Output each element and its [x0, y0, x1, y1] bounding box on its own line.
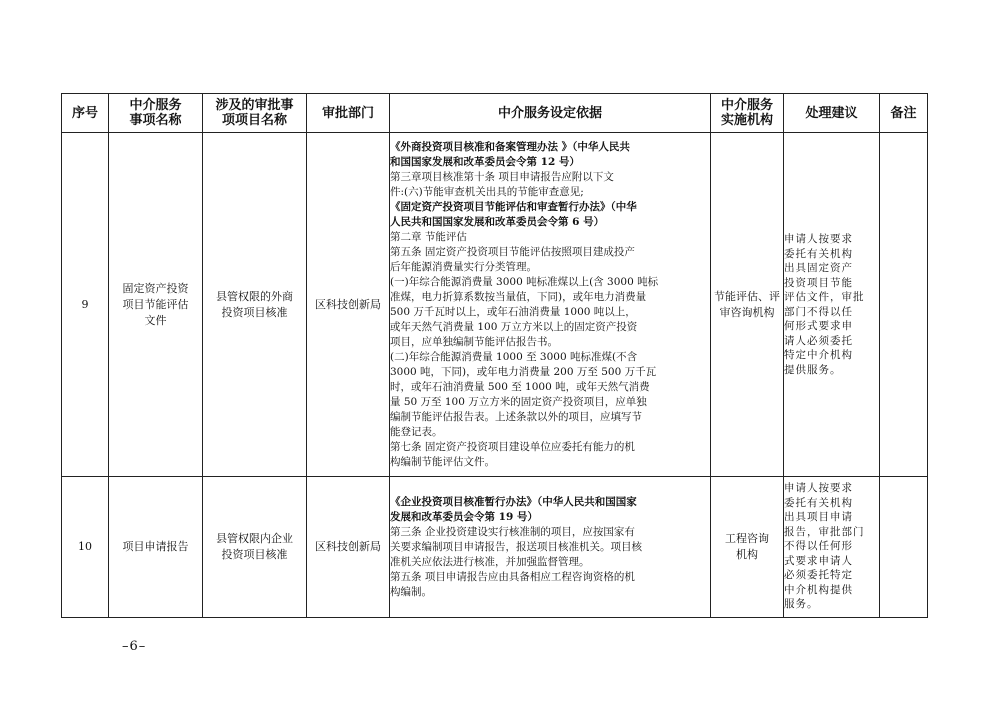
row-basis: 《企业投资项目核准暂行办法》（中华人民共和国国家 发展和改革委员会令第 19 号） 第三条 企业投资建设实行核准制的项目，应按国家有 关要求编制项目申请报告，报送项目核准机关。项目核 准机关应依法进行核准，并加强监督管理。 第五条 项目申请报告应由具备相应工程咨询资格的机 构编制。 [390, 477, 711, 618]
header-suggestion: 处理建议 [784, 94, 880, 133]
row-agency: 节能评估、评 审咨询机构 [711, 133, 784, 477]
service-table [61, 93, 928, 618]
header-basis: 中介服务设定依据 [390, 94, 711, 133]
row-seq: 9 [62, 133, 109, 477]
row-basis: 《外商投资项目核准和备案管理办法 》（中华人民共 和国国家发展和改革委员会令第 12 号） 第三章项目核准第十条 项目申请报告应附以下文 件:(六)节能审查机关出具的节能审查意见; 《固定资产投资项目节能评估和审查暂行办法》（中华 人民共和国国家发展和改革委员会令第 6 号） 第二章 节能评估 第五条 固定资产投资项目节能评估按照项目建成投产 后年能源消费量实行分类管理。 (一)年综合能源消费量 3000 吨标准煤以上(含 3000 吨标 准煤，电力折算系数按当量值，下同)，或年电力消费量 500 万千瓦时以上，或年石油消费量 1000 吨以上， 或年天然气消费量 100 万立方米以上的固定资产投资 项目，应单独编制节能评估报告书。 (二)年综合能源消费量 1000 至 3000 吨标准煤(不含 3000 吨，下同)，或年电力消费量 200 万至 500 万千瓦 时，或年石油消费量 500 至 1000 吨，或年天然气消费 量 50 万至 100 万立方米的固定资产投资项目，应单独 编制节能评估报告表。上述条款以外的项目，应填写节 能登记表。 第七条 固定资产投资项目建设单位应委托有能力的机 构编制节能评估文件。 [390, 133, 711, 477]
page-number: –6– [122, 639, 147, 654]
row-department: 区科技创新局 [307, 477, 390, 618]
header-approval-item: 涉及的审批事 项项目名称 [203, 94, 307, 133]
table-row [62, 477, 928, 618]
header-remarks: 备注 [880, 94, 928, 133]
row-remarks [880, 133, 928, 477]
row-service-name: 项目申请报告 [109, 477, 203, 618]
row-approval-item: 县管权限的外商 投资项目核准 [203, 133, 307, 477]
row-agency: 工程咨询 机构 [711, 477, 784, 618]
row-approval-item: 县管权限内企业 投资项目核准 [203, 477, 307, 618]
row-seq: 10 [62, 477, 109, 618]
row-suggestion: 申请人按要求 委托有关机构 出具项目申请 报告，审批部门 不得以任何形 式要求申请人 必须委托特定 中介机构提供 服务。 [784, 477, 880, 618]
header-agency: 中介服务 实施机构 [711, 94, 784, 133]
header-row [62, 94, 928, 133]
row-department: 区科技创新局 [307, 133, 390, 477]
row-service-name: 固定资产投资 项目节能评估 文件 [109, 133, 203, 477]
header-service-name: 中介服务 事项名称 [109, 94, 203, 133]
header-seq: 序号 [62, 94, 109, 133]
header-department: 审批部门 [307, 94, 390, 133]
row-suggestion: 申请人按要求 委托有关机构 出具固定资产 投资项目节能 评估文件，审批 部门不得以任 何形式要求申 请人必须委托 特定中介机构 提供服务。 [784, 133, 880, 477]
table-row [62, 133, 928, 477]
row-remarks [880, 477, 928, 618]
